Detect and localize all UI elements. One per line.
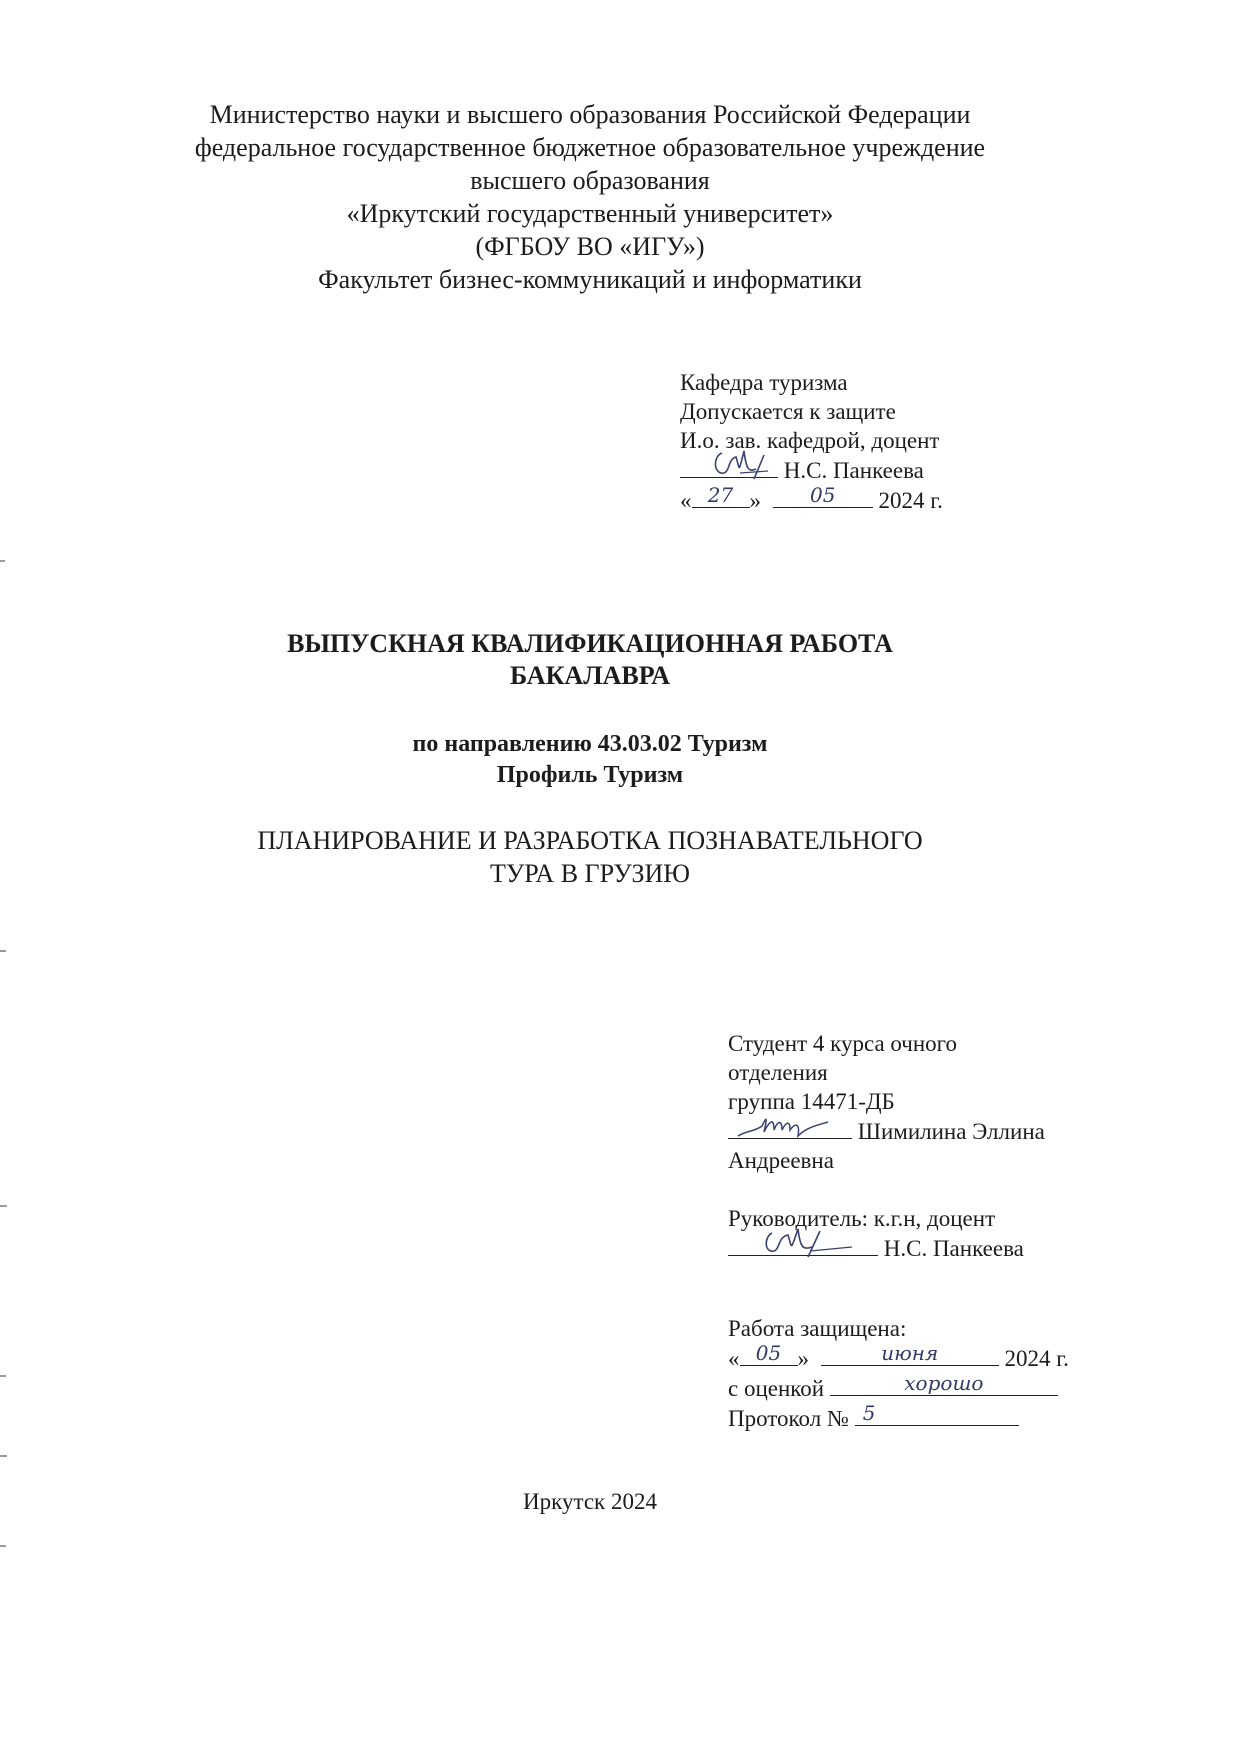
institution-type-line: федеральное государственное бюджетное образовательное учреждение xyxy=(194,133,986,162)
grade-blank xyxy=(830,1373,1058,1396)
scan-mark xyxy=(0,1455,7,1457)
defense-day-blank xyxy=(740,1343,798,1366)
supervisor-name: Н.С. Панкеева xyxy=(883,1236,1024,1261)
scan-mark xyxy=(0,560,5,562)
approval-date-line: « 27 » 05 2024 г. xyxy=(680,483,943,513)
profile: Профиль Туризм xyxy=(496,762,684,788)
student-name-part2: Андреевна xyxy=(728,1148,834,1173)
student-name-part1: Шимилина Эллина xyxy=(857,1119,1045,1144)
supervisor-signature-line xyxy=(728,1233,1045,1263)
defense-day: 05 xyxy=(755,1341,782,1365)
university-line: «Иркутский государственный университет» xyxy=(346,199,834,228)
admitted-line: Допускается к защите xyxy=(680,399,896,424)
scan-mark xyxy=(0,1545,6,1547)
scan-mark xyxy=(0,1205,7,1207)
grade-value: хорошо xyxy=(904,1371,984,1395)
department-line: Кафедра туризма xyxy=(680,370,848,395)
city-year: Иркутск 2024 xyxy=(523,1489,657,1514)
student-group: группа 14471-ДБ xyxy=(728,1089,895,1114)
head-signature-blank xyxy=(680,455,778,478)
supervisor-position: Руководитель: к.г.н, доцент xyxy=(728,1206,996,1231)
faculty-line: Факультет бизнес-коммуникаций и информатики xyxy=(318,265,862,294)
student-block: Студент 4 курса очного отделения группа 14471-ДБ Шимилина Эллина Андреевна Руководитель: к.г.н, доцент Н.С. Панкеева xyxy=(728,1031,1045,1261)
grade-label: с оценкой xyxy=(728,1376,825,1401)
student-signature-blank xyxy=(728,1116,852,1139)
head-signature-mark xyxy=(680,445,780,481)
abbreviation-line: (ФГБОУ ВО «ИГУ») xyxy=(475,232,705,261)
ministry-line: Министерство науки и высшего образования Российской Федерации xyxy=(209,100,971,129)
direction-block xyxy=(0,729,1180,791)
head-signature-line xyxy=(680,455,943,485)
scan-mark xyxy=(0,950,6,952)
scan-mark xyxy=(0,1375,6,1377)
head-name: Н.С. Панкеева xyxy=(783,458,924,483)
header-block xyxy=(0,98,1180,296)
defense-date-line: « 05 » июня 2024 г. xyxy=(728,1341,1069,1371)
approval-year: 2024 г. xyxy=(878,488,943,513)
student-signature-mark xyxy=(728,1106,854,1140)
protocol-label: Протокол № xyxy=(728,1406,849,1431)
supervisor-signature-blank xyxy=(728,1233,878,1256)
head-position-line: И.о. зав. кафедрой, доцент xyxy=(680,428,940,453)
approval-day: 27 xyxy=(707,483,734,507)
approval-month-blank xyxy=(773,485,873,508)
supervisor-signature-mark xyxy=(728,1223,880,1259)
defense-month: июня xyxy=(881,1341,939,1365)
work-type: ВЫПУСКНАЯ КВАЛИФИКАЦИОННАЯ РАБОТА БАКАЛАВРА xyxy=(287,629,893,690)
topic: ПЛАНИРОВАНИЕ И РАЗРАБОТКА ПОЗНАВАТЕЛЬНОГО ТУРА В ГРУЗИЮ xyxy=(257,826,923,888)
approval-block xyxy=(680,368,943,515)
defense-year: 2024 г. xyxy=(1004,1346,1069,1371)
direction: по направлению 43.03.02 Туризм xyxy=(412,731,768,757)
approval-day-blank xyxy=(692,485,750,508)
approval-month: 05 xyxy=(810,483,836,507)
defense-label: Работа защищена: xyxy=(728,1316,907,1341)
education-level-line: высшего образования xyxy=(470,166,710,195)
defense-block xyxy=(728,1314,1069,1433)
grade-line xyxy=(728,1373,1069,1403)
protocol-line xyxy=(728,1403,1069,1433)
defense-month-blank xyxy=(821,1343,999,1366)
protocol-blank xyxy=(855,1403,1019,1426)
student-spacer xyxy=(728,1175,1045,1204)
protocol-number: 5 xyxy=(862,1401,876,1425)
student-signature-line xyxy=(728,1116,1045,1146)
